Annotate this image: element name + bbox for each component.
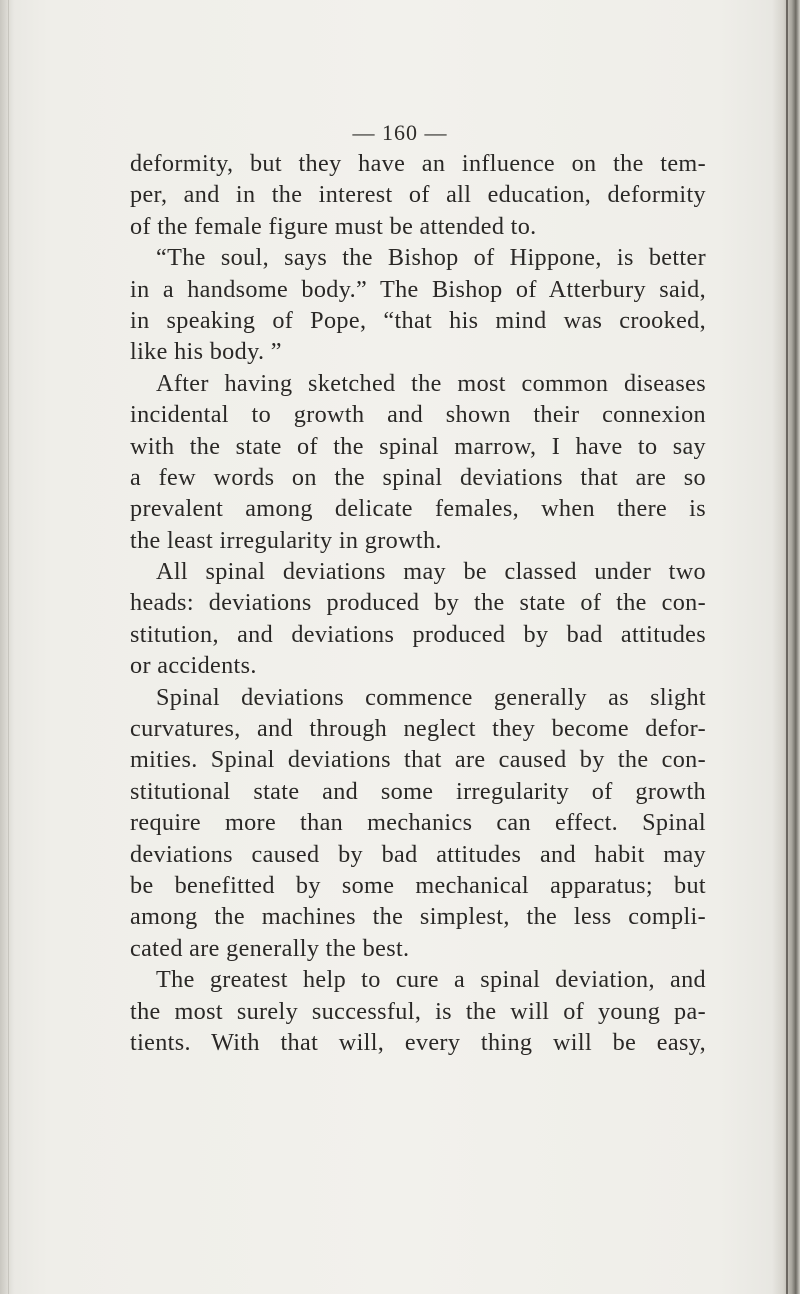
text-line: deviations caused by bad attitudes and habit may	[130, 840, 706, 868]
text-line: or accidents.	[130, 652, 257, 680]
text-line: tients. With that will, every thing will be easy,	[130, 1028, 706, 1056]
text-line: a few words on the spinal deviations that are so	[130, 463, 706, 491]
text-line: cated are generally the best.	[130, 934, 410, 962]
text-line: Spinal deviations commence generally as slight	[156, 683, 706, 711]
text-line: among the machines the simplest, the less compli-	[130, 903, 706, 931]
text-line: of the female figure must be attended to.	[130, 212, 537, 240]
text-line: in speaking of Pope, “that his mind was crooked,	[130, 306, 706, 334]
text-line: with the state of the spinal marrow, I have to say	[130, 432, 706, 460]
text-line: per, and in the interest of all education, deformity	[130, 181, 706, 209]
page-edge-line	[786, 0, 788, 1294]
text-line: be benefitted by some mechanical apparatus; but	[130, 871, 706, 899]
text-line: require more than mechanics can effect. Spinal	[130, 809, 706, 837]
text-line: After having sketched the most common diseases	[156, 369, 706, 397]
body-text	[130, 148, 706, 1058]
text-line: mities. Spinal deviations that are caused by the con-	[130, 746, 706, 774]
binding-shadow	[0, 0, 14, 1294]
text-line: heads: deviations produced by the state of the con-	[130, 589, 706, 617]
text-line: “The soul, says the Bishop of Hippone, is better	[156, 244, 706, 272]
text-line: stitution, and deviations produced by bad attitudes	[130, 620, 706, 648]
text-line: The greatest help to cure a spinal deviation, and	[156, 966, 706, 994]
page-number-heading: — 160 —	[352, 120, 448, 145]
text-line: stitutional state and some irregularity of growth	[130, 777, 706, 805]
text-line: like his body. ”	[130, 338, 282, 366]
text-line: incidental to growth and shown their connexion	[130, 401, 706, 429]
text-line: the most surely successful, is the will of young pa-	[130, 997, 706, 1025]
text-line: prevalent among delicate females, when there is	[130, 495, 706, 523]
text-line: curvatures, and through neglect they become defor-	[130, 715, 706, 743]
binding-line	[8, 0, 9, 1294]
text-line: the least irregularity in growth.	[130, 526, 442, 554]
text-line: deformity, but they have an influence on the tem-	[130, 150, 706, 177]
text-line: in a handsome body.” The Bishop of Atterbury said,	[130, 275, 706, 303]
text-line: All spinal deviations may be classed under two	[156, 558, 706, 586]
